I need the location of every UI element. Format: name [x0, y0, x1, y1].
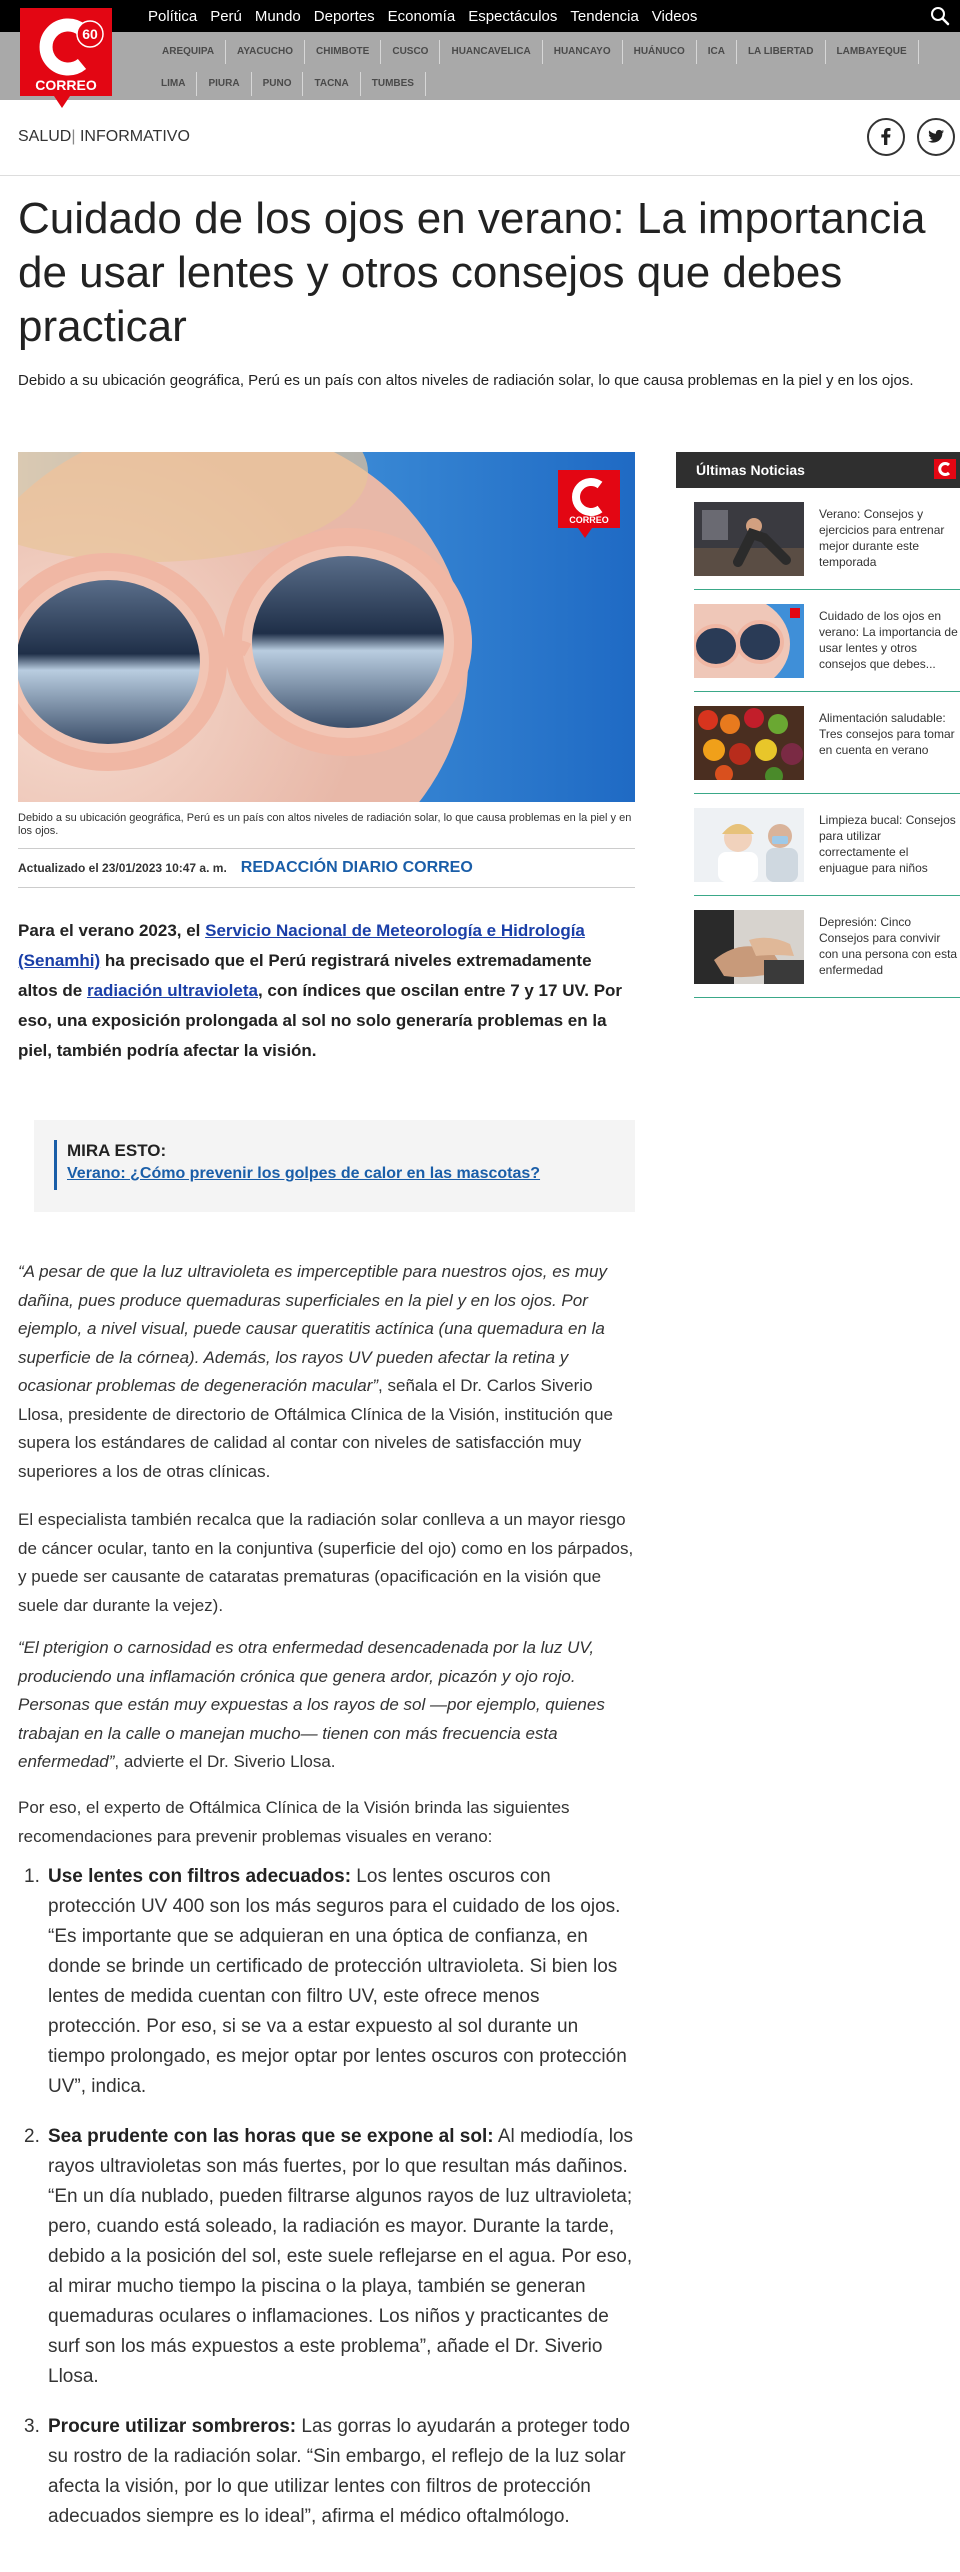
paragraph-text: , señala el Dr. Carlos Siverio Llosa, presidente de directorio de Oftálmica Clínica de la Visión, institución que supera los estándares de calidad al contar con niveles de satisfacción muy superiores a los de otras clínicas.	[18, 1376, 614, 1481]
lead-text: , con índices que oscilan entre 7 y 17 UV. Por eso, una exposición prolongada al sol no solo generaría problemas en la piel, también podría afectar la visión.	[18, 981, 623, 1060]
correo-small-logo	[934, 459, 956, 481]
sidebar-title: Últimas Noticias	[696, 462, 805, 478]
region-link[interactable]: TACNA	[303, 72, 360, 96]
related-box-inner	[54, 1140, 540, 1190]
sunglasses-photo	[18, 452, 635, 802]
sidebar-news-item[interactable]	[694, 692, 960, 794]
list-item-title: Procure utilizar sombreros:	[48, 2416, 297, 2437]
sidebar-news-item[interactable]	[694, 590, 960, 692]
sidebar-news-item[interactable]	[694, 794, 960, 896]
nav-tendencia[interactable]: Tendencia	[570, 7, 639, 25]
region-link[interactable]: ICA	[697, 40, 737, 64]
paragraph-text: , advierte el Dr. Siverio Llosa.	[114, 1752, 336, 1771]
section-separator: |	[71, 128, 76, 145]
region-link[interactable]: TUMBES	[361, 72, 426, 96]
region-link[interactable]: PIURA	[197, 72, 251, 96]
nav-politica[interactable]: Política	[148, 7, 198, 25]
sidebar-header	[676, 452, 960, 488]
search-icon[interactable]	[930, 6, 950, 26]
quote-text: “El pterigion o carnosidad es otra enfermedad desencadenada por la luz UV, produciendo una inflamación crónica que genera ardor, picazón y ojo rojo. Personas que están muy expuestas a los rayos de sol —por ejemplo, quienes trabajan en la calle o manejan mucho— tienen con más frecuencia esta enfermedad”	[18, 1638, 605, 1771]
list-item-title: Use lentes con filtros adecuados:	[48, 1866, 352, 1887]
quote-text: “A pesar de que la luz ultravioleta es imperceptible para nuestros ojos, es muy dañina, pues produce quemaduras superficiales en la piel y en los ojos. Por ejemplo, a nivel visual, puede causar queratitis actínica (una quemadura en la superficie de la córnea). Además, los rayos UV pueden afectar la retina y ocasionar problemas de degeneración macular”	[18, 1262, 608, 1395]
image-caption: Debido a su ubicación geográfica, Perú es un país con altos niveles de radiación solar, lo que causa problemas en la piel y en los ojos.	[18, 812, 632, 837]
section-bar	[0, 100, 960, 176]
region-link[interactable]: AYACUCHO	[226, 40, 305, 64]
list-number: 1.	[24, 1866, 40, 1887]
list-item-text: Las gorras lo ayudarán a proteger todo su rostro de la radiación solar. “Sin embargo, el reflejo de la luz solar afecta la visión, por lo que utilizar lentes con filtros de protección adecuados siempre es lo ideal”, afirma el médico oftalmólogo.	[48, 2416, 630, 2527]
body-paragraph	[18, 1258, 635, 1486]
related-box-title: MIRA ESTO:	[67, 1141, 167, 1160]
article-meta	[18, 848, 635, 888]
list-item	[18, 2412, 635, 2532]
nav-deportes[interactable]: Deportes	[313, 7, 375, 25]
correo-logo[interactable]	[20, 8, 112, 108]
senamhi-link[interactable]: Servicio Nacional de Meteorología e Hidrología (Senamhi)	[18, 921, 585, 970]
region-link[interactable]: LAMBAYEQUE	[826, 40, 919, 64]
facebook-share-icon[interactable]	[867, 118, 905, 156]
news-headline[interactable]: Depresión: Cinco Consejos para convivir con una persona con esta enfermedad	[819, 915, 958, 977]
article-lead	[18, 916, 635, 1066]
news-thumbnail[interactable]	[694, 706, 804, 780]
article-title: Cuidado de los ojos en verano: La importancia de usar lentes y otros consejos que debes practicar	[18, 194, 926, 351]
twitter-share-icon[interactable]	[917, 118, 955, 156]
region-link[interactable]: PUNO	[252, 72, 304, 96]
news-headline[interactable]: Cuidado de los ojos en verano: La importancia de usar lentes y otros consejos que debes...	[819, 609, 958, 671]
news-thumbnail[interactable]	[694, 910, 804, 984]
author-link[interactable]: REDACCIÓN DIARIO CORREO	[240, 859, 473, 876]
section-breadcrumb	[18, 128, 190, 146]
region-link[interactable]: HUANCAYO	[543, 40, 623, 64]
svg-text:60: 60	[82, 26, 98, 42]
news-headline[interactable]: Limpieza bucal: Consejos para utilizar correctamente el enjuague para niños	[819, 813, 956, 875]
main-nav	[148, 0, 710, 32]
lead-text: Para el verano 2023, el	[18, 921, 206, 940]
list-item-text: Los lentes oscuros con protección UV 400 son los más seguros para el cuidado de los ojos. “Es importante que se adquieran en una óptica de confianza, en donde se brinde un certificado de protección ultravioleta. Si bien los lentes de medida cuentan con filtro UV, este ofrece menos protección. Por eso, si se va a estar expuesto al sol durante un tiempo prolongado, es mejor optar por lentes oscuros con protección UV”, indica.	[48, 1866, 627, 2097]
list-item	[18, 2122, 635, 2392]
news-thumbnail[interactable]	[694, 502, 804, 576]
news-thumbnail[interactable]	[694, 604, 804, 678]
updated-timestamp: Actualizado el 23/01/2023 10:47 a. m.	[18, 861, 227, 875]
region-link[interactable]: CHIMBOTE	[305, 40, 381, 64]
nav-mundo[interactable]: Mundo	[254, 7, 301, 25]
sidebar-news-item[interactable]	[694, 488, 960, 590]
nav-economia[interactable]: Economía	[387, 7, 456, 25]
list-number: 2.	[24, 2126, 40, 2147]
section-name[interactable]: SALUD	[18, 128, 72, 145]
region-link[interactable]: AREQUIPA	[150, 40, 226, 64]
list-number: 3.	[24, 2416, 40, 2437]
region-link[interactable]: HUANCAVELICA	[440, 40, 542, 64]
correo-watermark-logo	[558, 470, 620, 538]
body-paragraph: El especialista también recalca que la radiación solar conlleva a un mayor riesgo de cáncer ocular, tanto en la conjuntiva (superficie del ojo) como en los párpados, y puede ser causante de cataratas prematuras (opacificación en la visión que suele dar durante la vejez).	[18, 1510, 634, 1615]
article-summary: Debido a su ubicación geográfica, Perú es un país con altos niveles de radiación solar, lo que causa problemas en la piel y en los ojos.	[18, 372, 914, 389]
news-thumbnail[interactable]	[694, 808, 804, 882]
region-link[interactable]: HUÁNUCO	[623, 40, 697, 64]
recommendations-list	[18, 1862, 635, 2552]
body-paragraph	[18, 1634, 635, 1777]
list-item-title: Sea prudente con las horas que se expone al sol:	[48, 2126, 494, 2147]
region-bar	[0, 32, 960, 100]
nav-espectaculos[interactable]: Espectáculos	[468, 7, 558, 25]
list-item	[18, 1862, 635, 2102]
lead-text: ha precisado que el Perú registrará niveles extremadamente altos de	[18, 951, 592, 1000]
section-tag[interactable]: INFORMATIVO	[79, 128, 190, 145]
news-headline[interactable]: Alimentación saludable: Tres consejos para tomar en cuenta en verano	[819, 711, 955, 757]
radiacion-link[interactable]: radiación ultravioleta	[86, 981, 258, 1000]
top-navigation-bar	[0, 0, 960, 32]
svg-text:CORREO: CORREO	[35, 77, 97, 93]
body-paragraph: Por eso, el experto de Oftálmica Clínica de la Visión brinda las siguientes recomendaciones para prevenir problemas visuales en verano:	[18, 1798, 570, 1846]
news-headline[interactable]: Verano: Consejos y ejercicios para entrenar mejor durante este temporada	[819, 507, 945, 569]
related-box	[34, 1120, 635, 1212]
region-nav	[150, 40, 940, 104]
sidebar-news-item[interactable]	[694, 896, 960, 998]
nav-videos[interactable]: Videos	[651, 7, 698, 25]
latest-news-sidebar	[676, 452, 960, 998]
region-link[interactable]: CUSCO	[381, 40, 440, 64]
nav-peru[interactable]: Perú	[210, 7, 242, 25]
article-hero-image[interactable]	[18, 452, 635, 802]
related-article-link[interactable]: Verano: ¿Cómo prevenir los golpes de calor en las mascotas?	[67, 1165, 541, 1182]
region-link[interactable]: LIMA	[150, 72, 197, 96]
list-item-text: Al mediodía, los rayos ultravioletas son más fuertes, por lo que resultan más dañinos. “En un día nublado, pueden filtrarse algunos rayos de luz ultravioleta; pero, cuando está soleado, la radiación es mayor. Durante la tarde, debido a la posición del sol, este suele reflejarse en el agua. Por eso, al mirar mucho tiempo la piscina o la playa, también se generan quemaduras oculares o inflamaciones. Los niños y practicantes de surf son los más expuestos a este problema”, añade el Dr. Siverio Llosa.	[48, 2126, 634, 2387]
svg-text:CORREO: CORREO	[569, 515, 609, 525]
region-link[interactable]: LA LIBERTAD	[737, 40, 826, 64]
